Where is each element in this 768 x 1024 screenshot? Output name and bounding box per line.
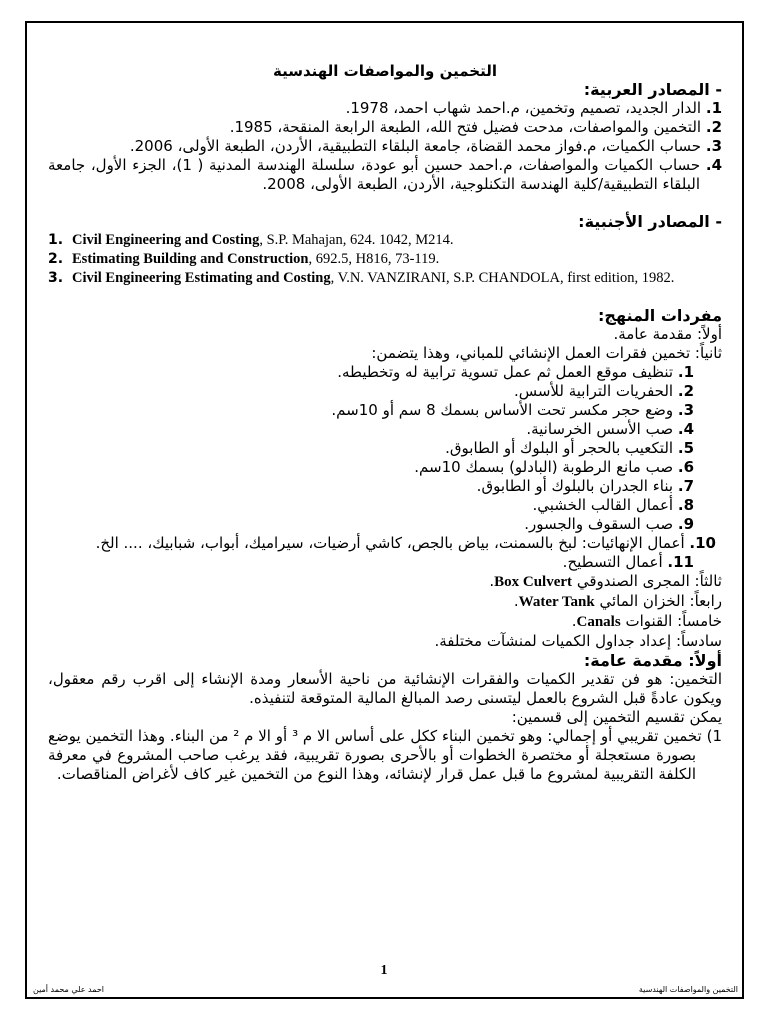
curriculum-item: 7. بناء الجدران بالبلوك أو الطابوق.	[476, 477, 694, 495]
intro-point: 1) تخمين تقريبي أو إجمالي: وهو تخمين البناء ككل على أساس الا م ³ أو الا م ² من البناء. وهذا التخمين يوضع بصورة مستعجلة أو مختصرة الخطوات أو بالأحرى بصورة تقريبية، فقد يرغب صاحب المشروع في معرفة الكلفة التقريبية لمشروع ما قبل عمل قرار لإنشائه، وهذا النوع من التخمين غير كاف لأغراض المناقصات.	[48, 727, 722, 783]
curriculum-heading: مفردات المنهج:	[598, 306, 722, 325]
curriculum-item: 5. التكعيب بالحجر أو البلوك أو الطابوق.	[445, 439, 694, 457]
intro-split: يمكن تقسيم التخمين إلى قسمين:	[511, 708, 722, 726]
document-body	[48, 62, 722, 784]
curriculum-item: 4. صب الأسس الخرسانية.	[526, 420, 694, 438]
foreign-source-item: 3. Civil Engineering Estimating and Costing, V.N. VANZIRANI, S.P. CHANDOLA, first edition, 1982.	[48, 270, 675, 286]
curriculum-sixth: سادساً: إعداد جداول الكميات لمنشآت مختلفة.	[434, 632, 722, 650]
arabic-sources-heading: - المصادر العربية:	[583, 80, 722, 99]
curriculum-item: 1. تنظيف موقع العمل ثم عمل تسوية ترابية له وتخطيطه.	[337, 363, 694, 381]
curriculum-item: 11. أعمال التسطيح.	[562, 553, 694, 571]
curriculum-item: 6. صب مانع الرطوبة (البادلو) بسمك 10سم.	[414, 458, 694, 476]
curriculum-first: أولاً: مقدمة عامة.	[613, 325, 722, 343]
curriculum-item: 3. وضع حجر مكسر تحت الأساس بسمك 8 سم أو 10سم.	[331, 401, 694, 419]
foreign-source-item: 2. Estimating Building and Construction, 692.5, H816, 73-119.	[48, 251, 440, 267]
arabic-sources-list	[48, 99, 722, 194]
curriculum-fifth: خامساً: القنوات Canals.	[571, 612, 722, 630]
intro-paragraph: التخمين: هو فن تقدير الكميات والفقرات الإنشائية من ناحية الأسعار ومدة الإنشاء إلى اقرب رقم معقول، ويكون عادةً قبل الشروع بالعمل ليتسنى رصد المبالغ المالية المتوقعة لتنفيذه.	[48, 670, 722, 707]
foreign-source-item: 1. Civil Engineering and Costing, S.P. Mahajan, 624. 1042, M214.	[48, 232, 454, 248]
arabic-source-item: 2. التخمين والمواصفات، مدحت فضيل فتح الله، الطبعة الرابعة المنقحة، 1985.	[229, 118, 722, 136]
curriculum-fourth: رابعاً: الخزان المائي Water Tank.	[513, 592, 722, 610]
curriculum-item: 10. أعمال الإنهائيات: لبخ بالسمنت، بياض بالجص، كاشي أرضيات، سيراميك، أبواب، شبابيك، .... الخ.	[95, 534, 716, 552]
curriculum-third: ثالثاً: المجرى الصندوقي Box Culvert.	[489, 572, 722, 590]
curriculum-second: ثانياً: تخمين فقرات العمل الإنشائي للمباني، وهذا يتضمن:	[371, 344, 722, 362]
curriculum-item: 9. صب السقوف والجسور.	[524, 515, 694, 533]
curriculum-items-list-end	[48, 553, 722, 572]
intro-heading: أولاً: مقدمة عامة:	[583, 651, 722, 670]
arabic-source-item: 3. حساب الكميات، م.فواز محمد القضاة، جامعة البلقاء التطبيقية، الأردن، الطبعة الأولى، 2006.	[129, 137, 722, 155]
footer-author: احمد علي محمد أمين	[33, 985, 104, 994]
curriculum-item: 8. أعمال القالب الخشبي.	[532, 496, 694, 514]
document-title: التخمين والمواصفات الهندسية	[273, 62, 497, 80]
arabic-source-item: 4. حساب الكميات والمواصفات، م.احمد حسين أبو عودة، سلسلة الهندسة المدنية ( 1)، الجزء الأول، جامعة البلقاء التطبيقية/كلية الهندسة التكنلوجية، الأردن، الطبعة الأولى، 2008.	[48, 156, 722, 193]
foreign-sources-list	[48, 231, 722, 288]
curriculum-item: 2. الحفريات الترابية للأسس.	[513, 382, 694, 400]
footer-title: التخمين والمواصفات الهندسية	[638, 985, 738, 994]
page-number: 1	[380, 963, 388, 978]
foreign-sources-heading: - المصادر الأجنبية:	[578, 212, 722, 231]
curriculum-items-list	[48, 363, 722, 534]
arabic-source-item: 1. الدار الجديد، تصميم وتخمين، م.احمد شهاب احمد، 1978.	[345, 99, 722, 117]
